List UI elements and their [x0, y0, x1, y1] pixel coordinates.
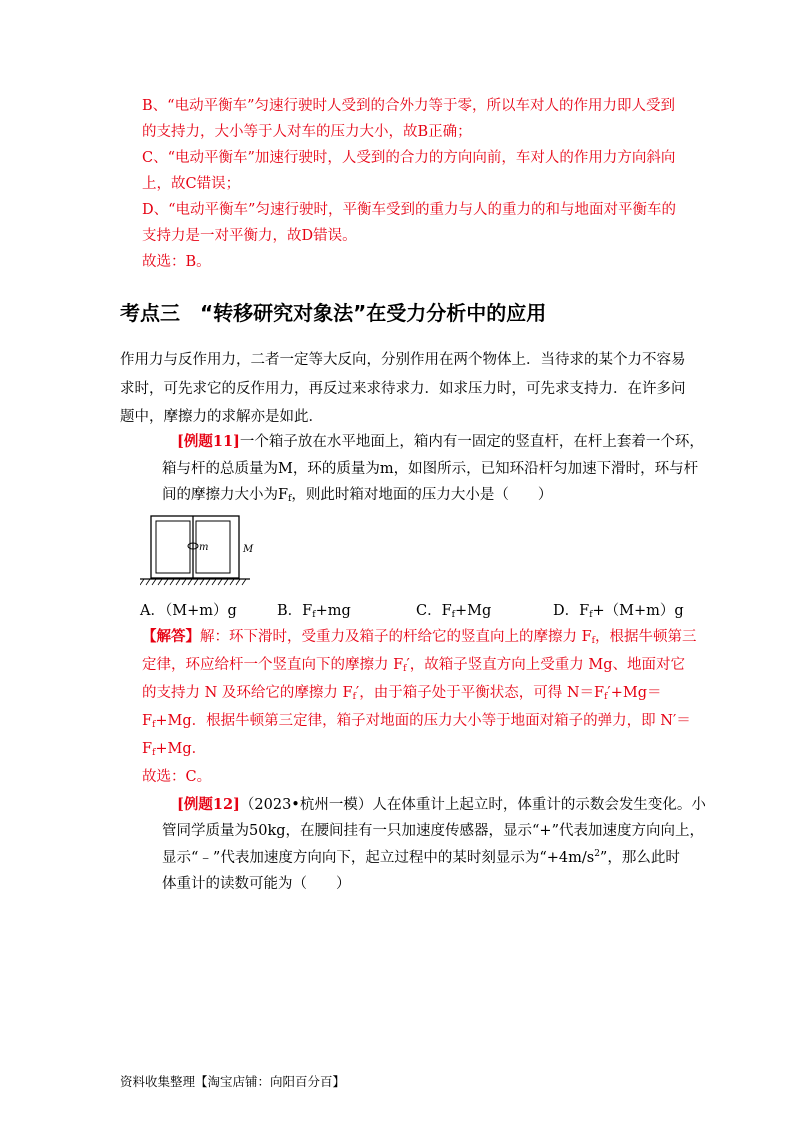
subscript-f: f	[451, 610, 455, 620]
answer-text-2a: 定律，环应给杆一个竖直向下的摩擦力 F	[142, 657, 404, 673]
option-c-pre: C．F	[416, 603, 452, 619]
subscript-f: f	[591, 636, 596, 646]
subscript-f: f	[604, 692, 608, 702]
label-m: m	[199, 542, 209, 553]
subscript-f: f	[312, 610, 316, 620]
example-11-text-3b: ，则此时箱对地面的压力大小是（ ）	[291, 487, 553, 503]
answer-text-5b: +Mg．	[155, 741, 207, 757]
box-ring-figure	[140, 512, 260, 592]
option-d[interactable]	[553, 601, 684, 621]
solution-line-c2: 上，故C错误；	[142, 176, 241, 192]
answer-tag: 【解答】	[142, 628, 200, 645]
example-12-tag: [例题12]	[177, 796, 240, 813]
solution-line-b2: 的支持力，大小等于人对车的压力大小，故B正确；	[142, 124, 472, 140]
example-12-line-1	[177, 795, 706, 815]
option-c-post: +Mg	[455, 603, 492, 619]
superscript-2: 2	[594, 849, 600, 859]
subscript-f: f	[589, 610, 593, 620]
option-c[interactable]	[416, 601, 491, 621]
example-11-text-3a: 间的摩擦力大小为F	[162, 487, 289, 503]
answer-text-4a: F	[142, 713, 153, 729]
example-12-line-2: 管同学质量为50kg，在腰间挂有一只加速度传感器，显示“+”代表加速度方向向上，	[162, 823, 704, 839]
answer-text-4b: +Mg．根据牛顿第三定律，箱子对地面的压力大小等于地面对箱子的弹力，即 N′＝	[155, 713, 691, 729]
section-intro-2: 求时，可先求它的反作用力，再反过来求待求力．如求压力时，可先求支持力．在许多问	[120, 381, 686, 397]
answer-text-2b: ′，故箱子竖直方向上受重力 Mg、地面对它	[406, 657, 686, 673]
answer-line-4	[142, 711, 691, 731]
answer-text-3b: ′，由于箱子处于平衡状态，可得 N＝F	[355, 685, 605, 701]
subscript-f: f	[152, 748, 156, 758]
solution-line-c1: C、“电动平衡车”加速行驶时，人受到的合力的方向向前，车对人的作用力方向斜向	[142, 150, 676, 166]
example-11-text-1: 一个箱子放在水平地面上，箱内有一固定的竖直杆，在杆上套着一个环，	[239, 434, 704, 450]
answer-text-3c: ′+Mg＝	[607, 685, 662, 701]
solution-line-b1: B、“电动平衡车”匀速行驶时人受到的合外力等于零，所以车对人的作用力即人受到	[142, 98, 675, 114]
option-b[interactable]	[277, 601, 351, 621]
solution-choose: 故选：B。	[142, 254, 211, 270]
example-11-line-2: 箱与杆的总质量为M，环的质量为m，如图所示，已知环沿杆匀加速下滑时，环与杆	[162, 461, 699, 477]
box-ring-diagram	[140, 512, 260, 592]
solution-line-d1: D、“电动平衡车”匀速行驶时，平衡车受到的重力与人的重力的和与地面对平衡车的	[142, 202, 676, 218]
option-d-pre: D．F	[553, 603, 590, 619]
footer-note: 资料收集整理【淘宝店铺：向阳百分百】	[120, 1074, 346, 1089]
example-12-text-1: （2023•杭州一模）人在体重计上起立时，体重计的示数会发生变化。小	[239, 797, 706, 813]
answer-line-1	[142, 627, 697, 647]
example-12-line-4: 体重计的读数可能为（ ）	[162, 876, 351, 892]
solution-line-d2: 支持力是一对平衡力，故D错误。	[142, 228, 357, 244]
subscript-f: f	[403, 664, 407, 674]
option-b-pre: B．F	[277, 603, 313, 619]
option-d-post: +（M+m）g	[592, 603, 684, 619]
section-intro-3: 题中，摩擦力的求解亦是如此．	[120, 409, 323, 425]
example-12-text-3a: 显示“﹣”代表加速度方向向下，起立过程中的某时刻显示为“+4m/s	[162, 850, 595, 866]
answer-line-3	[142, 683, 662, 703]
option-a[interactable]: A．（M+m）g	[140, 603, 237, 619]
example-12-line-3	[162, 848, 680, 868]
subscript-f: f	[288, 494, 292, 504]
answer-line-2	[142, 655, 685, 675]
section-title: 考点三 “转移研究对象法”在受力分析中的应用	[120, 301, 547, 325]
section-intro-1: 作用力与反作用力，二者一定等大反向，分别作用在两个物体上．当待求的某个力不容易	[120, 352, 686, 368]
answer-text-5a: F	[142, 741, 153, 757]
option-b-post: +mg	[315, 603, 351, 619]
example-12-text-3b: ”，那么此时	[599, 850, 680, 866]
example-11-line-1	[177, 432, 704, 452]
answer-text-3a: 的支持力 N 及环给它的摩擦力 F	[142, 685, 353, 701]
subscript-f: f	[352, 692, 356, 702]
answer-line-5	[142, 739, 206, 759]
answer-text-1b: ，根据牛顿第三	[595, 629, 697, 645]
answer-text-1a: 解：环下滑时，受重力及箱子的杆给它的竖直向上的摩擦力 F	[200, 629, 592, 645]
example-11-tag: [例题11]	[177, 433, 240, 450]
example-11-line-3	[162, 485, 552, 505]
subscript-f: f	[152, 720, 156, 730]
answer-choose: 故选：C。	[142, 769, 212, 785]
label-M: M	[243, 544, 254, 555]
